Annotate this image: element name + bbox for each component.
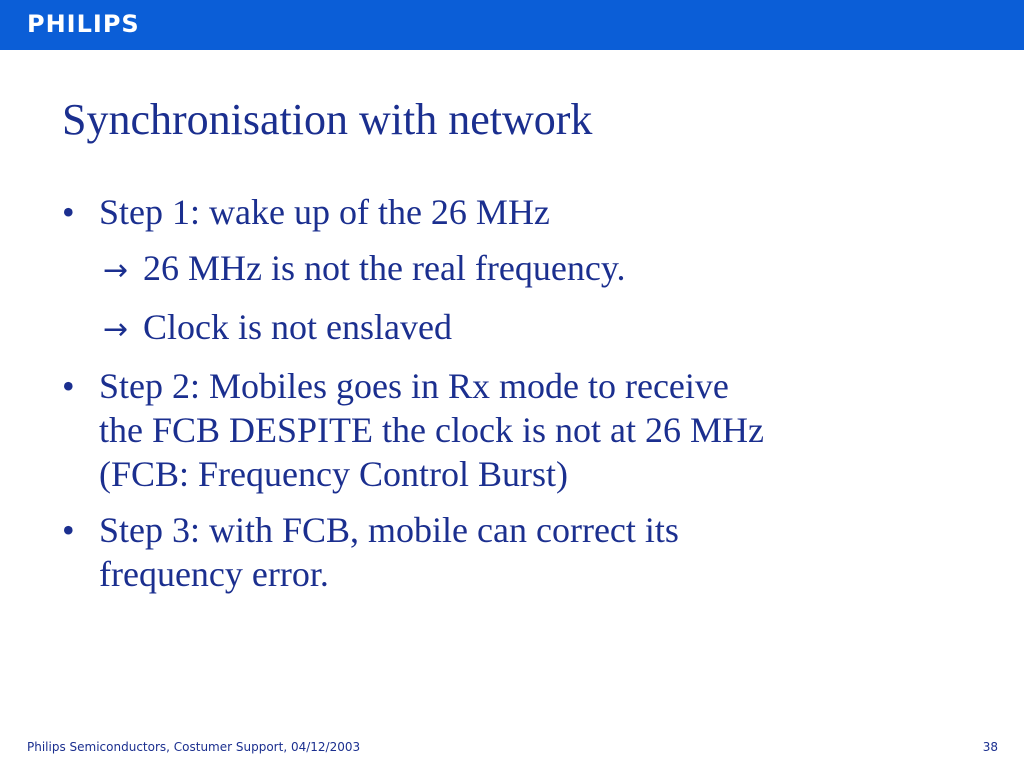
- bullet-step-1: [62, 190, 962, 352]
- sub-point-text: Clock is not enslaved: [143, 307, 452, 347]
- bullet-dot-icon: •: [62, 366, 75, 406]
- page-number: 38: [982, 740, 998, 754]
- bullet-step-2: [62, 364, 962, 496]
- bullet-list: [62, 190, 962, 608]
- sub-point-text: 26 MHz is not the real frequency.: [143, 248, 626, 288]
- arrow-right-icon: →: [103, 312, 129, 347]
- arrow-right-icon: →: [103, 253, 129, 288]
- sub-point: [99, 305, 962, 352]
- bullet-dot-icon: •: [62, 510, 75, 550]
- bullet-line: Step 1: wake up of the 26 MHz: [99, 192, 550, 232]
- footer-text: Philips Semiconductors, Costumer Support, 04/12/2003: [27, 740, 361, 754]
- bullet-line: frequency error.: [99, 554, 329, 594]
- bullet-dot-icon: •: [62, 192, 75, 232]
- sub-point: [99, 246, 962, 293]
- bullet-line: Step 3: with FCB, mobile can correct its: [99, 510, 679, 550]
- bullet-line: Step 2: Mobiles goes in Rx mode to receive: [99, 366, 729, 406]
- slide-title: Synchronisation with network: [62, 95, 593, 144]
- philips-logo: PHILIPS: [27, 10, 140, 38]
- bullet-line: the FCB DESPITE the clock is not at 26 MHz: [99, 410, 764, 450]
- bullet-step-3: [62, 508, 962, 596]
- bullet-line: (FCB: Frequency Control Burst): [99, 454, 568, 494]
- header-bar: [0, 0, 1024, 50]
